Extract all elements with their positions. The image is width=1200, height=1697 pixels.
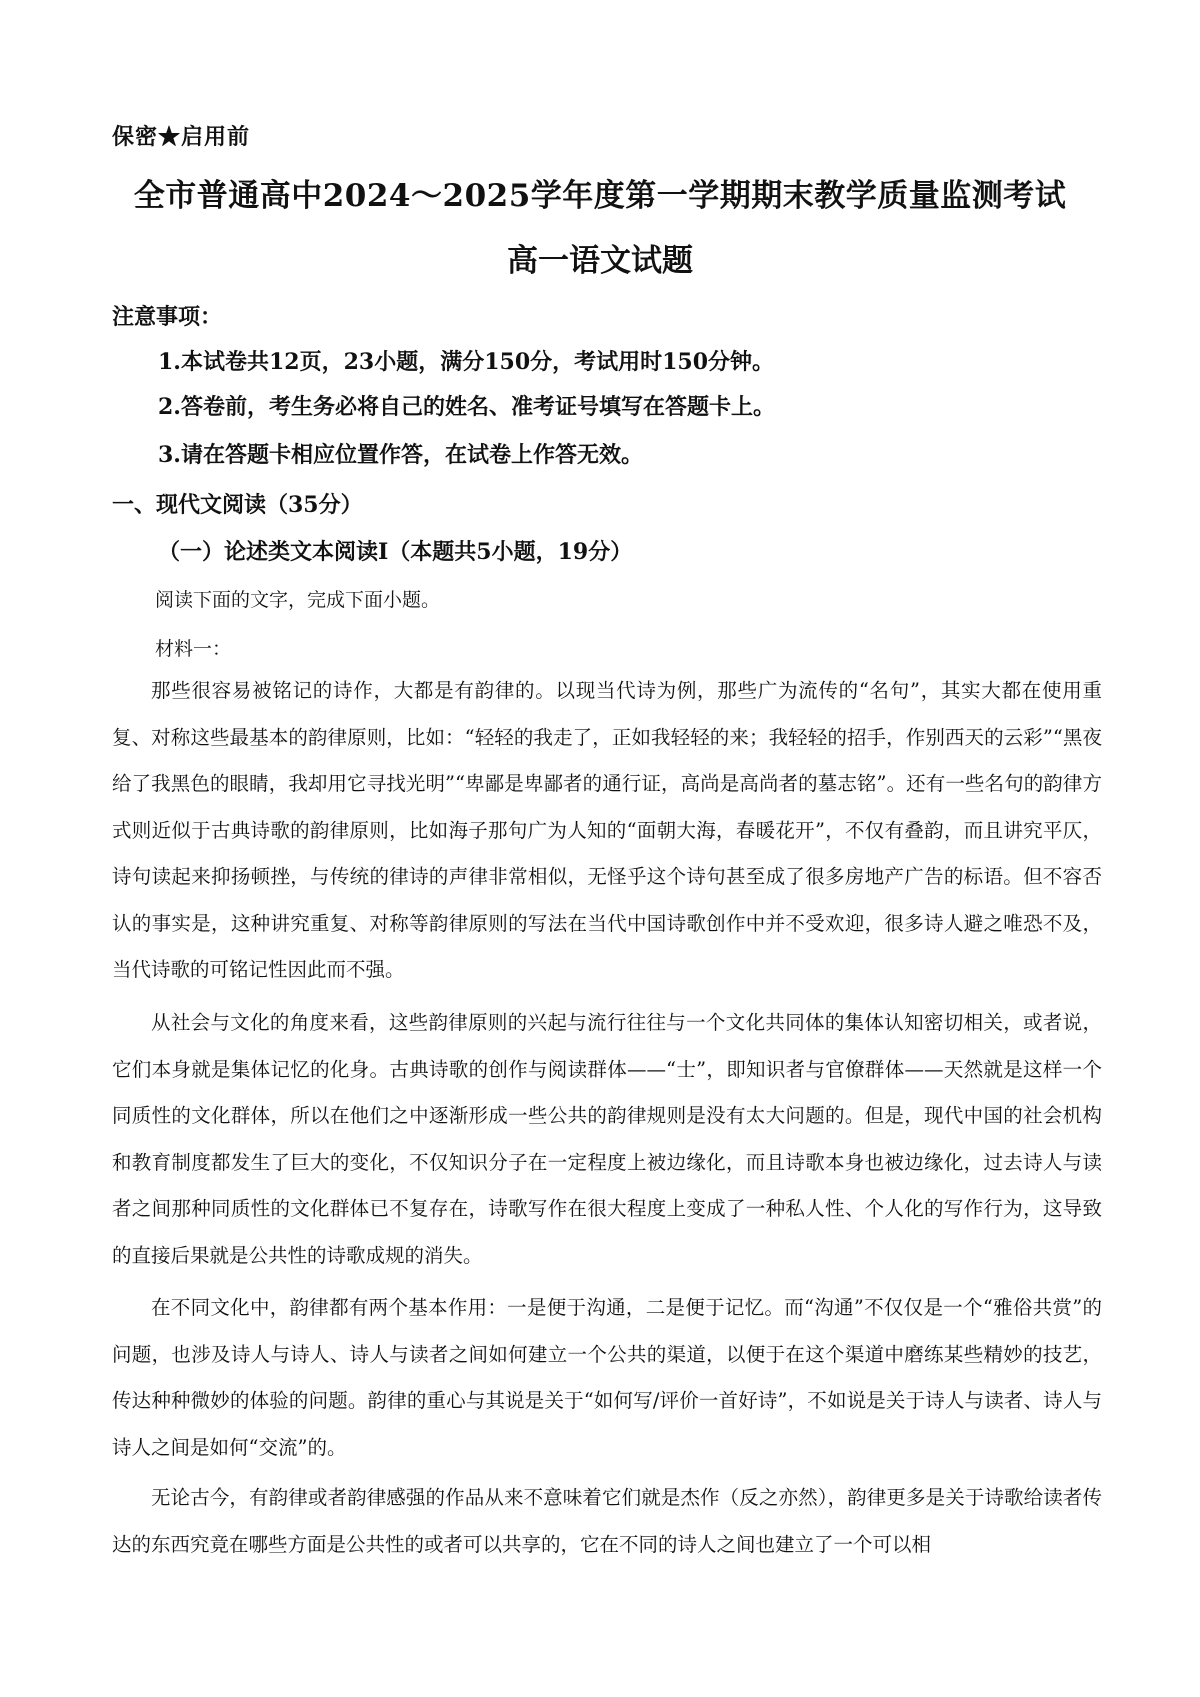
material-label: 材料一： — [155, 638, 232, 660]
confidential-mark: 保密★启用前 — [112, 124, 251, 150]
notice-heading: 注意事项： — [112, 304, 223, 330]
section-heading: 一、现代文阅读（35分） — [112, 492, 363, 518]
paragraph-2: 从社会与文化的角度来看，这些韵律原则的兴起与流行往往与一个文化共同体的集体认知密切相关，或者说，它们本身就是集体记忆的化身。古典诗歌的创作与阅读群体——“士”，即知识者与官僚群体——天然就是这样一个同质性的文化群体，所以在他们之中逐渐形成一些公共的韵律规则是没有太大问题的。但是，现代中国的社会机构和教育制度都发生了巨大的变化，不仅知识分子在一定程度上被边缘化，而且诗歌本身也被边缘化，过去诗人与读者之间那种同质性的文化群体已不复存在，诗歌写作在很大程度上变成了一种私人性、个人化的写作行为，这导致的直接后果就是公共性的诗歌成规的消失。 — [112, 1011, 1102, 1267]
notice-item: 3.请在答题卡相应位置作答，在试卷上作答无效。 — [158, 442, 643, 468]
paragraph-1: 那些很容易被铭记的诗作，大都是有韵律的。以现当代诗为例，那些广为流传的“名句”，其实大都在使用重复、对称这些最基本的韵律原则，比如：“轻轻的我走了，正如我轻轻的来；我轻轻的招手，作别西天的云彩”“黑夜给了我黑色的眼睛，我却用它寻找光明”“卑鄙是卑鄙者的通行证，高尚是高尚者的墓志铭”。还有一些名句的韵律方式则近似于古典诗歌的韵律原则，比如海子那句广为人知的“面朝大海，春暖花开”，不仅有叠韵，而且讲究平仄，诗句读起来抑扬顿挫，与传统的律诗的声律非常相似，无怪乎这个诗句甚至成了很多房地产广告的标语。但不容否认的事实是，这种讲究重复、对称等韵律原则的写法在当代中国诗歌创作中并不受欢迎，很多诗人避之唯恐不及，当代诗歌的可铭记性因此而不强。 — [112, 679, 1102, 981]
paragraph-4: 无论古今，有韵律或者韵律感强的作品从来不意味着它们就是杰作（反之亦然），韵律更多是关于诗歌给读者传达的东西究竟在哪些方面是公共性的或者可以共享的，它在不同的诗人之间也建立了一个可以相 — [112, 1486, 1102, 1556]
subsection-heading: （一）论述类文本阅读Ⅰ（本题共5小题，19分） — [158, 539, 633, 565]
notice-item: 2.答卷前，考生务必将自己的姓名、准考证号填写在答题卡上。 — [158, 394, 775, 420]
exam-subtitle: 高一语文试题 — [507, 243, 693, 279]
reading-instruction: 阅读下面的文字，完成下面小题。 — [155, 589, 441, 611]
paragraph-3: 在不同文化中，韵律都有两个基本作用：一是便于沟通，二是便于记忆。而“沟通”不仅仅是一个“雅俗共赏”的问题，也涉及诗人与诗人、诗人与读者之间如何建立一个公共的渠道，以便于在这个渠道中磨练某些精妙的技艺，传达种种微妙的体验的问题。韵律的重心与其说是关于“如何写/评价一首好诗”，不如说是关于诗人与读者、诗人与诗人之间是如何“交流”的。 — [112, 1296, 1102, 1459]
notice-item: 1.本试卷共12页，23小题，满分150分，考试用时150分钟。 — [158, 349, 775, 375]
exam-title: 全市普通高中2024～2025学年度第一学期期末教学质量监测考试 — [133, 178, 1067, 214]
